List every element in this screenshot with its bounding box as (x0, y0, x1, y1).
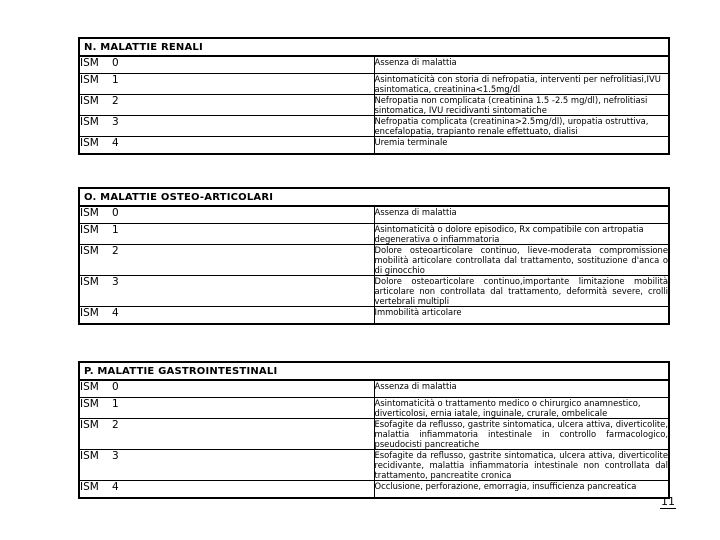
ism-level: ISM 4 (79, 137, 374, 155)
ism-level: ISM 0 (79, 206, 374, 224)
table-row (79, 137, 669, 155)
level-description: Assenza di malattia (374, 206, 669, 224)
table-row (79, 224, 669, 245)
level-description: Nefropatia complicata (creatinina>2.5mg/dl), uropatia ostruttiva, encefalopatia, trapianto renale effettuato, dialisi (374, 116, 669, 137)
level-description: Immobilità articolare (374, 307, 669, 325)
table-row (79, 450, 669, 481)
ism-level: ISM 4 (79, 307, 374, 325)
ism-level: ISM 2 (79, 95, 374, 116)
page-number: 11 (661, 495, 675, 508)
ism-level: ISM 1 (79, 224, 374, 245)
level-description: Esofagite da reflusso, gastrite sintomatica, ulcera attiva, diverticolite, malattia infiammatoria intestinale in controllo farmacologico, pseudocisti pancreatiche (374, 419, 668, 449)
level-description: Occlusione, perforazione, emorragia, insufficienza pancreatica (374, 481, 669, 499)
level-description: Asintomaticità o trattamento medico o chirurgico anamnestico, diverticolosi, ernia iatale, inguinale, crurale, ombelicale (374, 398, 669, 419)
section-title: N. MALATTIE RENALI (79, 38, 669, 56)
ism-level: ISM 0 (79, 56, 374, 74)
ism-level: ISM 3 (79, 450, 374, 481)
table-row (79, 95, 669, 116)
level-description: Nefropatia non complicata (creatinina 1.5 -2.5 mg/dl), nefrolitiasi sintomatica, IVU recidivanti sintomatiche (374, 95, 669, 116)
section-title: P. MALATTIE GASTROINTESTINALI (79, 362, 669, 380)
table-row (79, 74, 669, 95)
level-description: Dolore osteoarticolare continuo,importante limitazione mobilità articolare non controllata dal trattamento, deformità severe, crolli vertebrali multipli (374, 276, 668, 306)
table-row (79, 380, 669, 398)
ism-level: ISM 1 (79, 398, 374, 419)
ism-level: ISM 0 (79, 380, 374, 398)
level-description: Assenza di malattia (374, 56, 669, 74)
table-row (79, 56, 669, 74)
level-description: Assenza di malattia (374, 380, 669, 398)
level-description: Asintomaticità con storia di nefropatia, interventi per nefrolitiasi,IVU asintomatica, creatinina<1.5mg/dl (374, 74, 669, 95)
table-row (79, 419, 669, 450)
table-row (79, 206, 669, 224)
ism-level: ISM 4 (79, 481, 374, 499)
table-row (79, 307, 669, 325)
renal-diseases-table (78, 37, 670, 155)
ism-level: ISM 1 (79, 74, 374, 95)
ism-level: ISM 3 (79, 276, 374, 307)
osteo-articular-diseases-table (78, 187, 670, 325)
level-description: Asintomaticità o dolore episodico, Rx compatibile con artropatia degenerativa o infiammatoria (374, 224, 669, 245)
table-row (79, 116, 669, 137)
gastrointestinal-diseases-table (78, 361, 670, 499)
table-row (79, 276, 669, 307)
table-row (79, 398, 669, 419)
table-row (79, 481, 669, 499)
section-title: O. MALATTIE OSTEO-ARTICOLARI (79, 188, 669, 206)
level-description: Uremia terminale (374, 137, 669, 155)
ism-level: ISM 2 (79, 419, 374, 450)
table-row (79, 245, 669, 276)
level-description: Esofagite da reflusso, gastrite sintomatica, ulcera attiva, diverticolite recidivante, malattia infiammatoria intestinale non controllata dal trattamento, pancreatite cronica (374, 450, 668, 480)
ism-level: ISM 2 (79, 245, 374, 276)
level-description: Dolore osteoarticolare continuo, lieve-moderata compromissione mobilità articolare controllata dal trattamento, sostituzione d'anca o di ginocchio (374, 245, 668, 275)
ism-level: ISM 3 (79, 116, 374, 137)
